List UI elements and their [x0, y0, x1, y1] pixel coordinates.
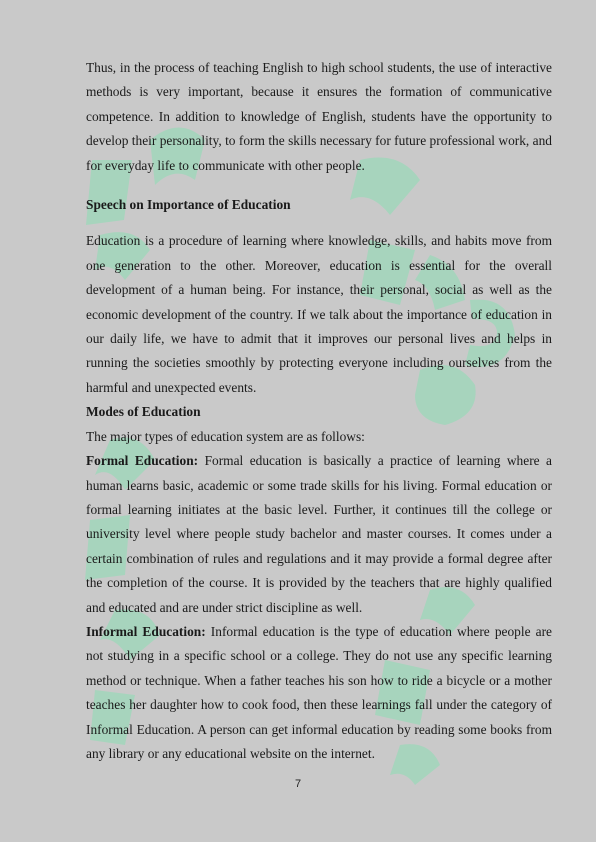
page-number: 7	[294, 778, 302, 790]
informal-education-term: Informal Education:	[86, 623, 206, 639]
formal-education-paragraph	[86, 449, 552, 620]
speech-heading: Speech on Importance of Education	[86, 197, 291, 213]
formal-education-term: Formal Education:	[86, 453, 199, 469]
informal-education-text: Informal education is the type of education where people are not studying in a specific school or a college. They do not use any specific learning method or technique. When a father teaches his son how to ride a bicycle or a mother teaches her daughter how to cook food, then these learnings fall under the category of Informal Education. A person can get informal education by reading some books from any library or any educational website on the internet.	[86, 623, 552, 761]
modes-intro: The major types of education system are as follows:	[86, 428, 365, 444]
formal-education-text: Formal education is basically a practice of learning where a human learns basic, academic or some trade skills for his living. Formal education or formal learning initiates at the basic level. Further, it continues till the college or university level where people study bachelor and master courses. It comes under a certain combination of rules and regulations and it may provide a formal degree after the completion of the course. It is provided by the teachers that are highly qualified and educated and are under strict discipline as well.	[86, 453, 553, 615]
education-paragraph: Education is a procedure of learning where knowledge, skills, and habits move from one generation to the other. Moreover, education is essential for the overall development of a human being. For instance, their personal, social as well as the economic development of the country. If we talk about the importance of education in our daily life, we have to admit that it improves our personal lives and helps in running the societies smoothly by protecting everyone including ourselves from the harmful and unexpected events.	[86, 233, 552, 395]
informal-education-paragraph	[86, 620, 552, 766]
intro-paragraph: Thus, in the process of teaching English to high school students, the use of interactive methods is very important, because it ensures the formation of communicative competence. In addition to knowledge of English, students have the opportunity to develop their personality, to form the skills necessary for future professional work, and for everyday life to communicate with other people.	[86, 60, 552, 173]
modes-heading: Modes of Education	[86, 404, 201, 420]
document-body	[86, 56, 552, 766]
